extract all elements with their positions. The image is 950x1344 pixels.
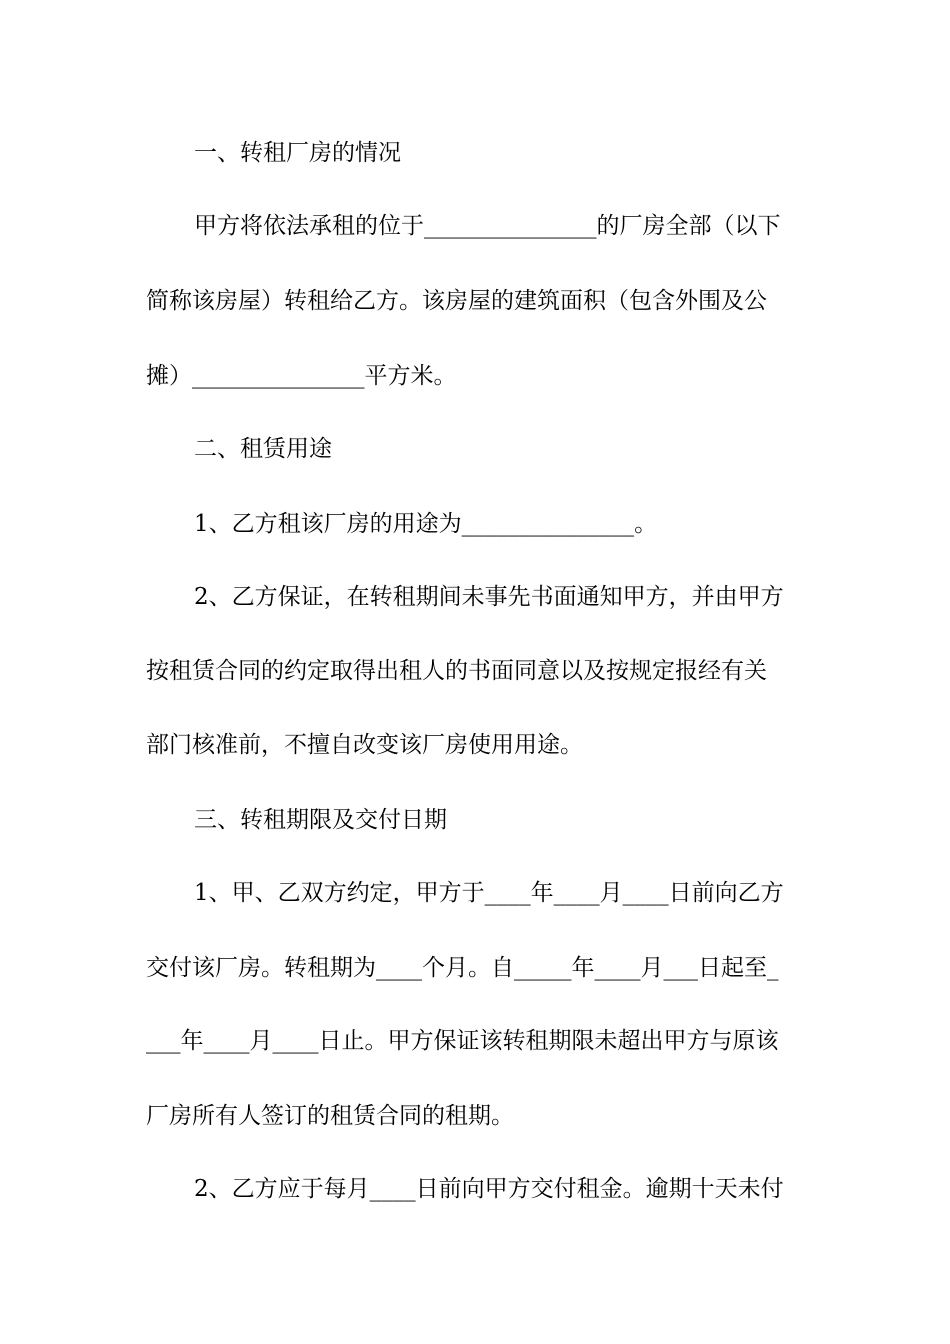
section-heading-3: 三、转租期限及交付日期	[194, 807, 447, 833]
paragraph-line: 1、乙方租该厂房的用途为_______________。	[194, 511, 658, 537]
section-heading-1: 一、转租厂房的情况	[194, 140, 401, 166]
paragraph-line: 按租赁合同的约定取得出租人的书面同意以及按规定报经有关	[146, 658, 767, 684]
paragraph-line: 摊）_______________平方米。	[146, 363, 457, 389]
section-heading-2: 二、租赁用途	[194, 436, 332, 462]
paragraph-line: 交付该厂房。转租期为____个月。自_____年____月___日起至_	[146, 955, 779, 981]
paragraph-line: 厂房所有人签订的租赁合同的租期。	[146, 1103, 514, 1129]
paragraph-line: 简称该房屋）转租给乙方。该房屋的建筑面积（包含外围及公	[146, 288, 767, 314]
paragraph-line: 2、乙方保证，在转租期间未事先书面通知甲方，并由甲方	[194, 584, 784, 610]
paragraph-line: 1、甲、乙双方约定，甲方于____年____月____日前向乙方	[194, 880, 784, 906]
paragraph-line: ___年____月____日止。甲方保证该转租期限未超出甲方与原该	[146, 1028, 779, 1054]
paragraph-line: 2、乙方应于每月____日前向甲方交付租金。逾期十天未付	[194, 1176, 784, 1202]
paragraph-line: 甲方将依法承租的位于_______________的厂房全部（以下	[194, 213, 781, 239]
paragraph-line: 部门核准前，不擅自改变该厂房使用用途。	[146, 732, 583, 758]
